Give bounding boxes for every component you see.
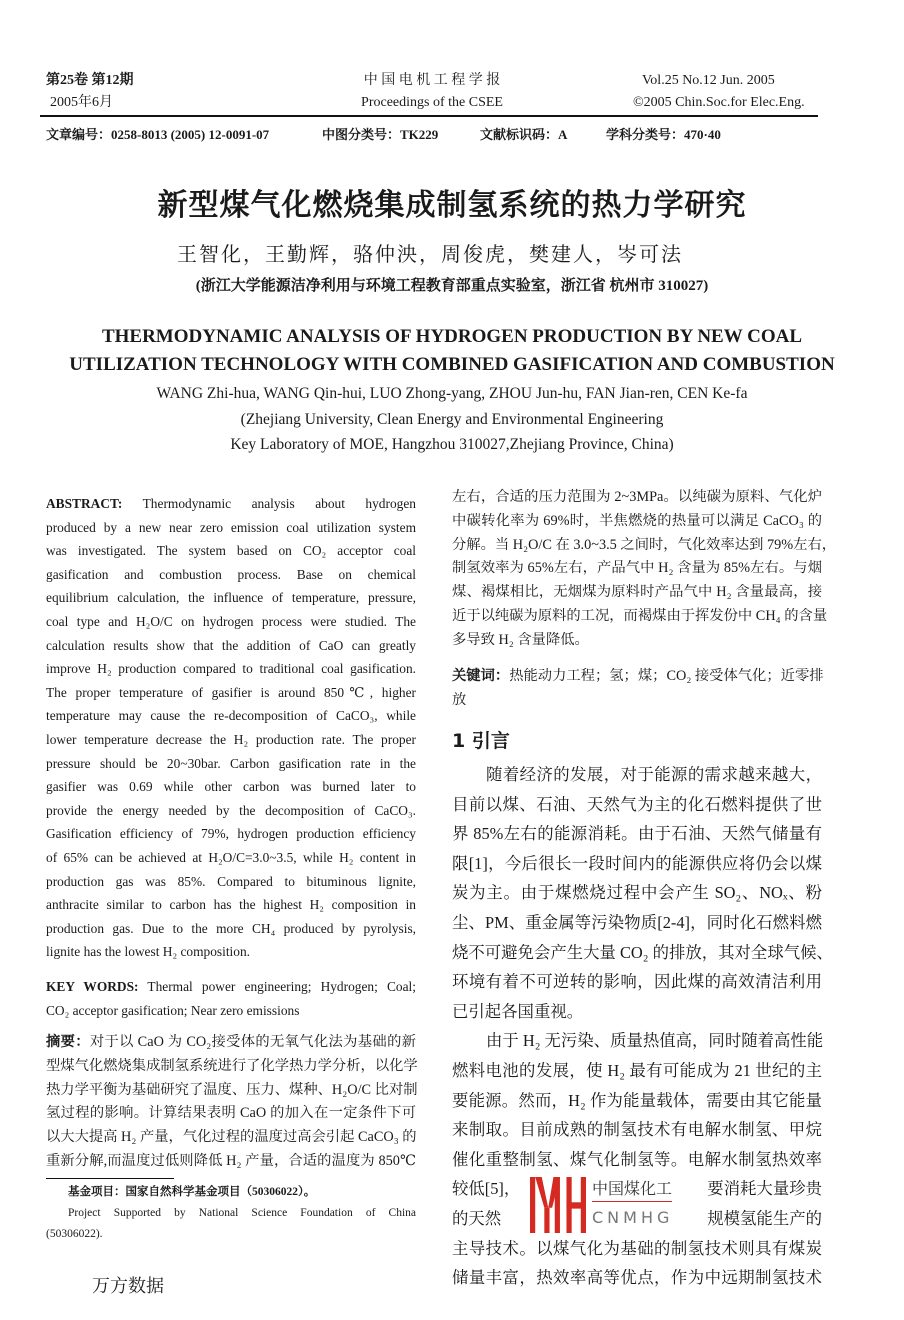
abstract-en-line: coal type and H₂O/C on hydrogen process were studied. The xyxy=(46,613,416,629)
keywords-en xyxy=(46,975,416,1022)
introduction-line: 储量丰富，热效率高等优点，作为中远期制氢技术 xyxy=(452,1268,822,1288)
introduction-line: 目前以煤、石油、天然气为主的化石燃料提供了世 xyxy=(452,794,822,814)
abstract-en-line: anthracite similar to carbon has the highest H₂ composition in xyxy=(46,897,416,913)
footnote-rule xyxy=(46,1178,174,1179)
introduction-line: 催化重整制氢、煤气化制氢等。电解水制氢热效率 xyxy=(452,1149,822,1169)
abstract-cn-line: 左右，合适的压力范围为 2~3MPa。以纯碳为原料、气化炉 xyxy=(452,489,822,505)
abstract-cn-line: 制氢效率为 65%左右，产品气中 H₂ 含量为 85%左右。与烟 xyxy=(452,560,822,577)
abstract-en-line: temperature may cause the re-decomposition of CaCO₃, while xyxy=(46,708,416,724)
keywords-en-line-2: CO₂ acceptor gasification; Near zero emissions xyxy=(46,1002,300,1018)
abstract-en-line: gasifier was 0.69 while other carbon was burned later to xyxy=(46,779,416,795)
abstract-en-line: of 65% can be achieved at H₂O/C=3.0~3.5, while H₂ content in xyxy=(46,849,416,865)
keywords-en-text: Thermal power engineering; Hydrogen; Coal; xyxy=(147,979,416,994)
volume-issue-en: Vol.25 No.12 Jun. 2005 xyxy=(642,73,775,88)
journal-name-cn: 中 国 电 机 工 程 学 报 xyxy=(363,73,501,88)
abstract-en-line: calculation results show that the addition of CaO can greatly xyxy=(46,637,416,653)
keywords-en-label: KEY WORDS: xyxy=(46,979,139,994)
abstract-en-line-group xyxy=(46,516,416,964)
footnote xyxy=(46,1182,416,1245)
header-rule xyxy=(40,115,818,117)
keywords-cn xyxy=(452,665,822,713)
watermark-logo xyxy=(530,1177,586,1233)
introduction-line-group xyxy=(452,760,833,1174)
abstract-cn-line-group xyxy=(452,486,837,653)
abstract-en-label: ABSTRACT: xyxy=(46,496,123,511)
keywords-cn-line-2: 放 xyxy=(452,691,467,708)
abstract-cn-line: 热力学平衡为基础研究了温度、压力、煤种、H₂O/C 比对制 xyxy=(46,1081,418,1098)
introduction-line: 炭为主。由于煤燃烧过程中会产生 SO₂、NOₓ、粉 xyxy=(452,883,822,903)
abstract-cn-continued xyxy=(452,486,837,653)
watermark xyxy=(530,1177,698,1233)
introduction-line: 烧不可避免会产生大量 CO₂ 的排放，其对全球气候、 xyxy=(452,942,833,962)
article-number: 文章编号：0258-8013 (2005) 12-0091-07 xyxy=(46,127,270,142)
introduction-line: 界 85%左右的能源消耗。由于石油、天然气储量有 xyxy=(452,824,822,844)
abstract-en-line: Gasification efficiency of 79%, hydrogen production efficiency xyxy=(46,826,416,842)
abstract-cn xyxy=(46,1031,416,1174)
journal-name-en: Proceedings of the CSEE xyxy=(361,95,503,110)
abstract-cn-line: 型煤气化燃烧集成制氢系统进行了化学热力学分析，以化学 xyxy=(46,1057,418,1074)
introduction-line-left: 较低[5]， xyxy=(452,1179,521,1199)
abstract-en-first-line xyxy=(46,492,416,516)
abstract-en-line: production gas was 85%. Compared to bituminous lignite, xyxy=(46,873,416,889)
introduction-line-group xyxy=(452,1234,822,1293)
abstract-en-line: produced by a new near zero emission coal utilization system xyxy=(46,519,416,535)
watermark-text-cn: 中国煤化工 xyxy=(592,1177,672,1202)
introduction-line: 已引起各国重视。 xyxy=(452,1001,584,1021)
document-code: 文献标识码：A xyxy=(480,127,568,142)
affiliation-cn: (浙江大学能源洁净利用与环境工程教育部重点实验室，浙江省 杭州市 310027) xyxy=(195,278,709,294)
introduction-line-right: 要消耗大量珍贵 xyxy=(707,1179,822,1199)
date-cn: 2005年6月 xyxy=(50,95,113,110)
introduction-line: 来制取。目前成熟的制氢技术有电解水制氢、甲烷 xyxy=(452,1120,822,1140)
abstract-cn-line-group xyxy=(46,1055,416,1174)
abstract-en-line: lignite has the lowest H₂ composition. xyxy=(46,944,251,960)
abstract-cn-line: 多导致 H₂ 含量降低。 xyxy=(452,631,589,648)
affiliation-en-line-1: (Zhejiang University, Clean Energy and Environmental Engineering xyxy=(240,411,664,428)
authors-en: WANG Zhi-hua, WANG Qin-hui, LUO Zhong-yang, ZHOU Jun-hu, FAN Jian-ren, CEN Ke-fa xyxy=(156,385,748,402)
abstract-cn-text: 对于以 CaO 为 CO₂接受体的无氧气化法为基础的新 xyxy=(89,1034,416,1050)
section-heading-introduction: 1 引言 xyxy=(452,730,510,752)
abstract-cn-line: 中碳转化率为 69%时，半焦燃烧的热量可以满足 CaCO₃ 的 xyxy=(452,512,822,529)
introduction-line: 限[1]，今后很长一段时间内的能源供应将仍会以煤 xyxy=(452,853,822,873)
introduction-line: 由于 H₂ 无污染、质量热值高，同时随着高性能 xyxy=(486,1031,824,1051)
clc-number: 中图分类号：TK229 xyxy=(322,127,439,142)
abstract-en-line: was investigated. The system based on CO₂ acceptor coal xyxy=(46,543,416,559)
title-cn: 新型煤气化燃烧集成制氢系统的热力学研究 xyxy=(157,189,747,222)
abstract-en-line: The proper temperature of gasifier is around 850℃, higher xyxy=(46,684,416,700)
introduction-line: 要能源。然而，H₂ 作为能量载体，需要由其它能量 xyxy=(452,1090,822,1110)
abstract-en-line: gasification and combustion process. Base on chemical xyxy=(46,566,416,582)
abstract-en-line: pressure should be 20~30bar. Carbon gasification rate in the xyxy=(46,755,416,771)
fund-cn: 基金项目：国家自然科学基金项目（50306022）。 xyxy=(68,1186,316,1198)
keywords-cn-line-1 xyxy=(452,665,822,689)
introduction-line: 尘、PM、重金属等污染物质[2-4]，同时化石燃料燃 xyxy=(452,912,822,932)
introduction-line: 随着经济的发展，对于能源的需求越来越大， xyxy=(486,765,822,784)
abstract-en-line: production gas. Due to the more CH₄ produced by pyrolysis, xyxy=(46,920,416,936)
watermark-text-en: CNMHG xyxy=(592,1208,674,1227)
copyright: ©2005 Chin.Soc.for Elec.Eng. xyxy=(633,95,805,110)
abstract-cn-first-line xyxy=(46,1031,416,1055)
keywords-cn-text: 热能动力工程；氢；煤；CO₂ 接受体气化；近零排 xyxy=(509,668,824,684)
abstract-cn-line: 重新分解,而温度过低则降低 H₂ 产量，合适的温度为 850℃ xyxy=(46,1152,416,1169)
introduction-line: 主导技术。以煤气化为基础的制氢技术则具有煤炭 xyxy=(452,1238,822,1258)
introduction-line-right: 规模氢能生产的 xyxy=(707,1208,822,1228)
keywords-cn-label: 关键词： xyxy=(452,668,510,684)
title-en-line-2: UTILIZATION TECHNOLOGY WITH COMBINED GASIFICATION AND COMBUSTION xyxy=(69,354,835,375)
affiliation-en-line-2: Key Laboratory of MOE, Hangzhou 310027,Zhejiang Province, China) xyxy=(230,436,674,453)
abstract-en-line: lower temperature decrease the H₂ production rate. The proper xyxy=(46,731,416,747)
introduction-line: 燃料电池的发展，使 H₂ 最有可能成为 21 世纪的主 xyxy=(452,1060,822,1080)
abstract-en-line: provide the energy needed by the decomposition of CaCO₃. xyxy=(46,802,416,818)
keywords-en-line-1 xyxy=(46,975,416,999)
abstract-en-text: Thermodynamic analysis about hydrogen xyxy=(142,496,416,511)
abstract-cn-line: 近于以纯碳为原料的工况，而褐煤由于挥发份中 CH₄ 的含量 xyxy=(452,607,828,624)
volume-issue-cn: 第25卷 第12期 xyxy=(46,73,134,88)
fund-en-line-2: (50306022). xyxy=(46,1228,103,1240)
abstract-en-line: equilibrium calculation, the influence of temperature, pressure, xyxy=(46,590,416,606)
abstract-cn-line: 氢过程的影响。计算结果表明 CaO 的加入在一定条件下可 xyxy=(46,1105,416,1122)
title-en-line-1: THERMODYNAMIC ANALYSIS OF HYDROGEN PRODUCTION BY NEW COAL xyxy=(101,326,803,347)
introduction-line-left: 的天然 xyxy=(452,1208,502,1228)
abstract-cn-label: 摘要： xyxy=(46,1034,90,1050)
subject-code: 学科分类号：470·40 xyxy=(606,127,721,142)
abstract-en-line: improve H₂ production compared to traditional coal gasification. xyxy=(46,661,416,677)
abstract-cn-line: 分解。当 H₂O/C 在 3.0~3.5 之间时，气化效率达到 79%左右， xyxy=(452,536,837,553)
introduction-line: 环境有着不可逆转的影响，因此煤的高效清洁利用 xyxy=(452,972,822,992)
abstract-cn-line: 煤、褐煤相比，无烟煤为原料时产品气中 H₂ 含量最高，接 xyxy=(452,584,822,601)
source-mark: 万方数据 xyxy=(92,1276,164,1297)
abstract-cn-line: 以大大提高 H₂ 产量，气化过程的温度过高会引起 CaCO₃ 的 xyxy=(46,1129,417,1146)
authors-cn: 王智化，王勤辉，骆仲泱，周俊虎，樊建人，岑可法 xyxy=(177,244,683,266)
abstract-en xyxy=(46,492,416,964)
fund-en-line-1: Project Supported by National Science Foundation of China xyxy=(68,1207,416,1219)
